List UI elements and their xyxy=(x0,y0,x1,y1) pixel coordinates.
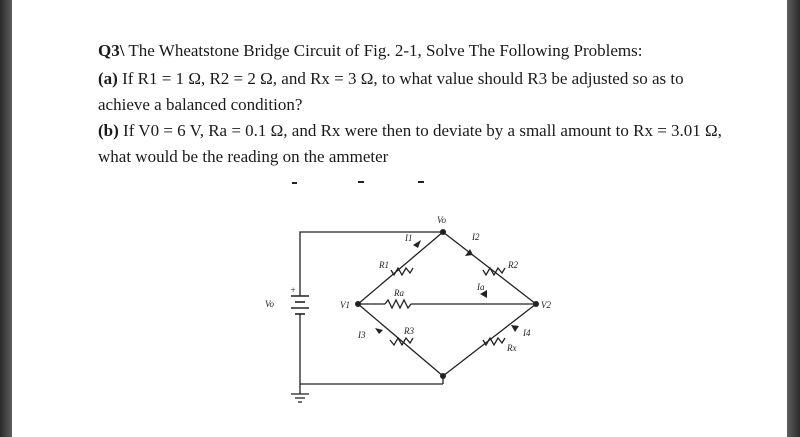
vo-source-label: Vo xyxy=(265,299,274,309)
stray-mark xyxy=(292,182,297,184)
v1-node xyxy=(355,301,361,307)
part-b-label: (b) xyxy=(98,121,119,140)
i1-label: I1 xyxy=(405,233,413,243)
i3-arrow xyxy=(375,328,383,334)
ra-label: Ra xyxy=(394,288,404,298)
ra-resistor xyxy=(385,300,411,308)
left-dark-border xyxy=(0,0,12,437)
i4-label: I4 xyxy=(523,328,531,338)
r3-label: R3 xyxy=(404,326,414,336)
r1-label: R1 xyxy=(379,260,389,270)
rx-label: Rx xyxy=(507,343,517,353)
part-a xyxy=(98,66,738,118)
part-a-text: If R1 = 1 Ω, R2 = 2 Ω, and Rx = 3 Ω, to what value should R3 be adjusted so as to achieve a balanced condition? xyxy=(98,69,684,114)
bottom-wire xyxy=(300,318,443,384)
vo-top-label: Vo xyxy=(437,215,446,225)
ia-label: Ia xyxy=(477,282,485,292)
i4-arrow xyxy=(511,325,519,332)
i3-label: I3 xyxy=(358,330,366,340)
question-title-text: The Wheatstone Bridge Circuit of Fig. 2-1, Solve The Following Problems: xyxy=(128,41,643,60)
bottom-node xyxy=(440,373,446,379)
part-a-label: (a) xyxy=(98,69,118,88)
v2-label: V2 xyxy=(541,300,551,310)
part-b-text: If V0 = 6 V, Ra = 0.1 Ω, and Rx were then to deviate by a small amount to Rx = 3.01 Ω, what would be the reading on the ammeter xyxy=(98,121,722,166)
r1-resistor xyxy=(391,268,413,275)
i1-arrow xyxy=(413,240,421,248)
v1-label: V1 xyxy=(340,300,350,310)
stray-mark xyxy=(358,181,364,183)
stray-mark xyxy=(418,181,424,183)
rx-resistor xyxy=(483,338,505,345)
right-dark-border xyxy=(787,0,800,437)
top-node xyxy=(440,229,446,235)
question-number: Q3\ xyxy=(98,41,125,60)
plus-sign: + xyxy=(290,285,297,295)
top-wire xyxy=(300,232,443,296)
part-b xyxy=(98,118,738,170)
wheatstone-bridge-diagram xyxy=(255,208,565,408)
v2-node xyxy=(533,301,539,307)
r2-label: R2 xyxy=(508,260,518,270)
arm-r3 xyxy=(358,304,443,376)
question-title xyxy=(98,38,738,64)
i2-label: I2 xyxy=(472,232,480,242)
